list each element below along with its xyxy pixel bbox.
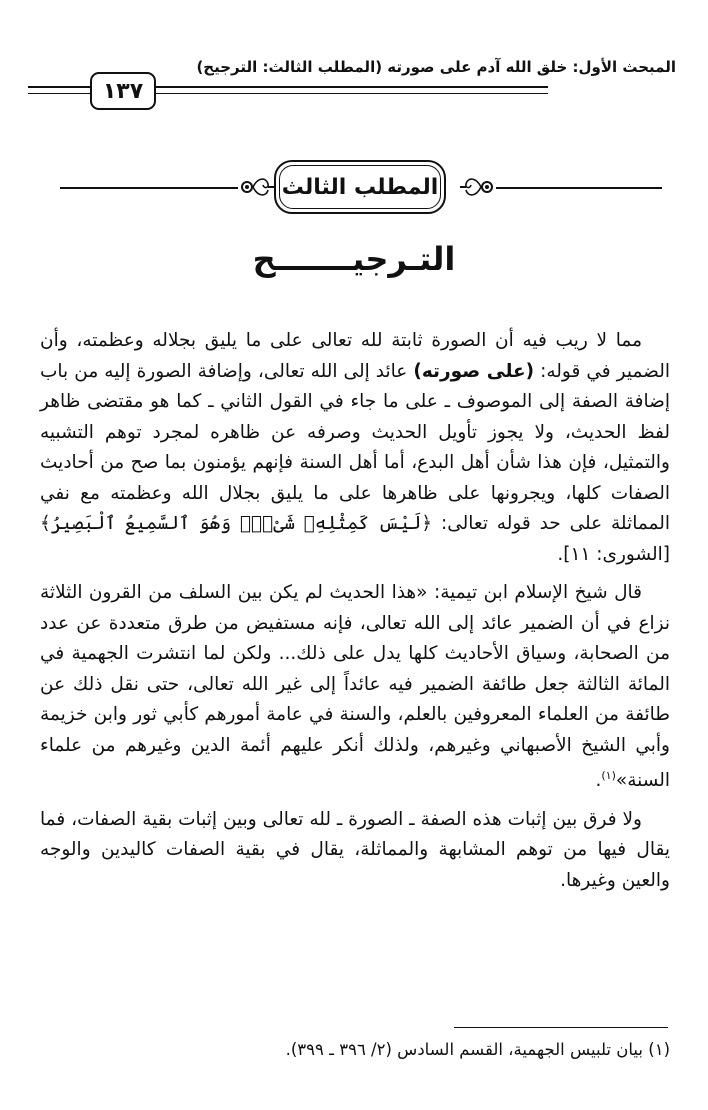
paragraph-text: ولا فرق بين إثبات هذه الصفة ـ الصورة ـ لله تعالى وبين إثبات بقية الصفات، فما يقال فيها من توهم المشابهة والمماثلة، يقال في بقية الصفات كاليدين والوجه والعين وغيرها. <box>40 808 670 891</box>
chapter-title: التـرجيـــــــح <box>252 240 456 278</box>
footnote-marker: (١) <box>601 769 616 782</box>
verse-reference: [الشورى: ١١]. <box>557 543 670 565</box>
page-number: ١٣٧ <box>90 72 156 110</box>
paragraph-text: قال شيخ الإسلام ابن تيمية: «هذا الحديث لم يكن بين السلف من القرون الثلاثة نزاع في أن الضمير عائد إلى الله تعالى، فإنه مستفيض من طرق متعددة عن عدد من الصحابة، وسياق الأحاديث كلها يدل على ذلك... ولكن لما انتشرت الجهمية في المائة الثالثة جعل طائفة الضمير فيه عائداً إلى غير الله تعالى، حتى نقل ذلك عن طائفة من العلماء المعروفين بالعلم، والسنة في عامة أمورهم كأبي ثور وابن خزيمة وأبي الشيخ الأصبهاني وغيرهم، ولذلك أنكر عليهم أئمة الدين وغيرهم من علماء السنة» <box>40 582 670 792</box>
footnote: (١) بيان تلبيس الجهمية، القسم السادس (٢/ ٣٩٦ ـ ٣٩٩). <box>285 1040 670 1059</box>
main-text <box>40 326 670 896</box>
bold-phrase: (على صورته) <box>413 360 535 382</box>
paragraph-text: مما لا ريب فيه أن الصورة ثابتة لله تعالى على ما يليق بجلاله وعظمته، وأن الضمير في قوله: <box>40 330 670 382</box>
section-divider-left <box>60 187 238 189</box>
ornament-flourish-icon <box>460 172 496 202</box>
running-head: المبحث الأول: خلق الله آدم على صورته (المطلب الثالث: الترجيح) <box>196 58 676 76</box>
paragraph-text: عائد إلى الله تعالى، وإضافة الصورة إليه من باب إضافة الصفة إلى الموصوف ـ على ما جاء في القول الثاني ـ كما هو مقتضى ظاهر لفظ الحديث، ولا يجوز تأويل الحديث وصرفه عن ظاهره لمجرد توهم التشبيه والتمثيل، فإن هذا شأن أهل البدع، أما أهل السنة فإنهم يؤمنون بما صح من أحاديث الصفات كلها، ويجرونها على ظاهرها على ما يليق بجلال الله وعظمته مع نفي المماثلة على حد قوله تعالى: <box>40 360 670 534</box>
section-divider-right <box>496 187 662 189</box>
quran-verse: ﴿لَيْسَ كَمِثْلِهِۦ شَىْءٌۖ وَهُوَ ٱلسَّمِيعُ ٱلْبَصِيرُ﴾ <box>40 513 433 534</box>
ornament-flourish-icon <box>238 172 274 202</box>
paragraph <box>40 326 670 570</box>
paragraph <box>40 805 670 897</box>
paragraph <box>40 578 670 797</box>
paragraph-end: . <box>595 770 602 792</box>
section-heading: المطلب الثالث <box>274 160 446 214</box>
header-rule-left <box>40 86 88 94</box>
footnote-separator <box>454 1027 668 1028</box>
